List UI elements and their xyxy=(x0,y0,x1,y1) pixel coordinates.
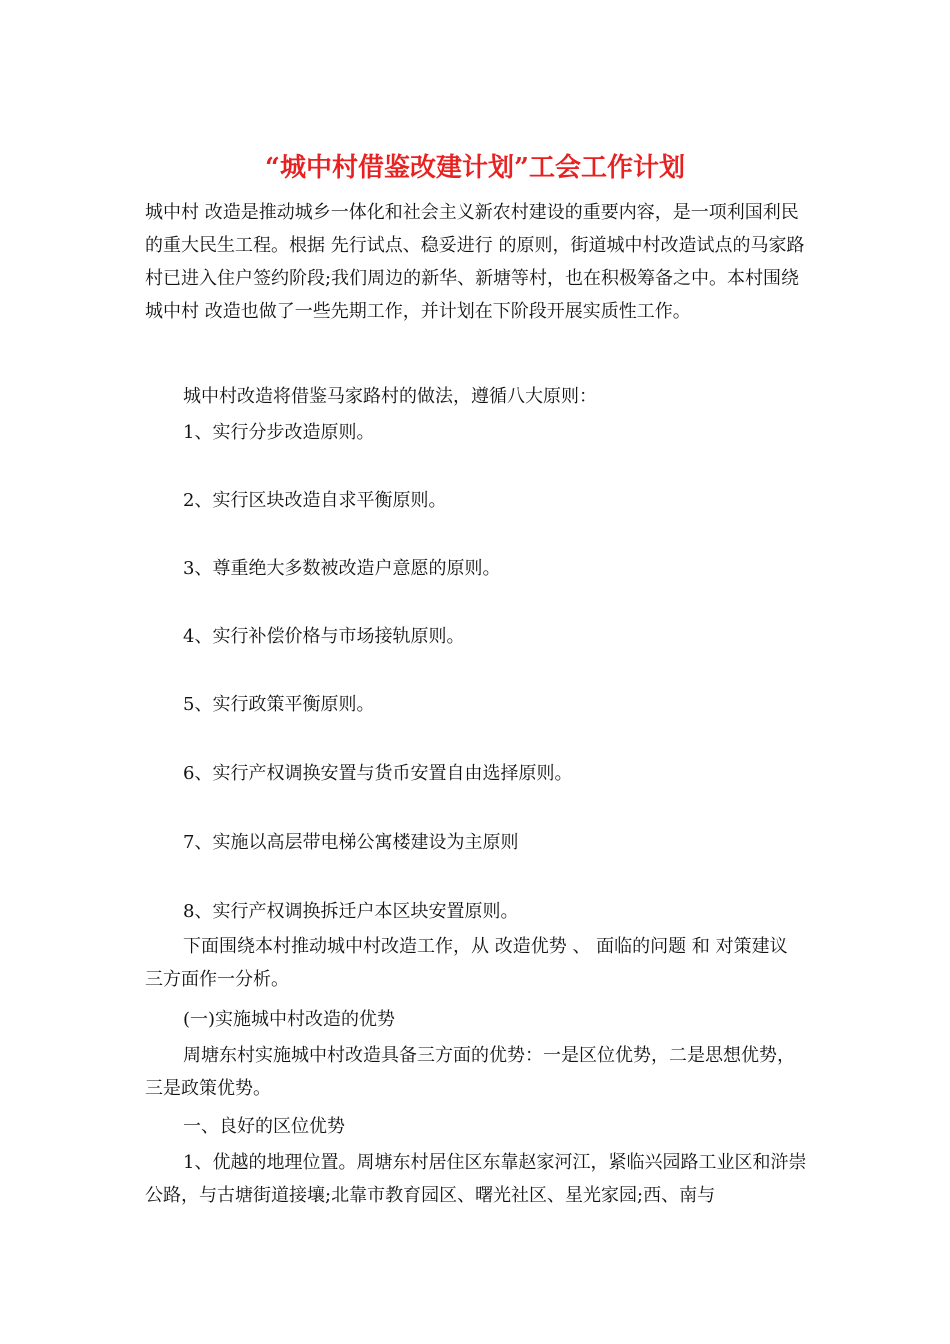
principle-3: 3、尊重绝大多数被改造户意愿的原则。 xyxy=(183,558,501,579)
document-title: “城中村借鉴改建计划”工会工作计划 xyxy=(265,153,685,183)
analysis-paragraph: 下面围绕本村推动城中村改造工作，从 改造优势 、 面临的问题 和 对策建议 三方面作一分析。 xyxy=(145,936,788,990)
subsection-heading: 一、良好的区位优势 xyxy=(183,1116,345,1137)
principle-5: 5、实行政策平衡原则。 xyxy=(183,694,375,715)
principle-6: 6、实行产权调换安置与货币安置自由选择原则。 xyxy=(183,763,573,784)
advantages-paragraph: 周塘东村实施城中村改造具备三方面的优势：一是区位优势，二是思想优势，三是政策优势。 xyxy=(145,1045,795,1099)
principles-lead: 城中村改造将借鉴马家路村的做法，遵循八大原则： xyxy=(183,386,597,407)
principle-4: 4、实行补偿价格与市场接轨原则。 xyxy=(183,626,465,647)
intro-paragraph: 城中村 改造是推动城乡一体化和社会主义新农村建设的重要内容，是一项利国利民的重大民生工程。根据 先行试点、稳妥进行 的原则，街道城中村改造试点的马家路村已进入住户签约阶段;我们周边的新华、新塘等村，也在积极筹备之中。本村围绕 城中村 改造也做了一些先期工作，并计划在下阶段开展实质性工作。 xyxy=(145,202,805,322)
principle-2: 2、实行区块改造自求平衡原则。 xyxy=(183,490,447,511)
principle-8: 8、实行产权调换拆迁户本区块安置原则。 xyxy=(183,901,519,922)
principle-1: 1、实行分步改造原则。 xyxy=(183,422,375,443)
location-paragraph: 1、优越的地理位置。周塘东村居住区东靠赵家河江，紧临兴园路工业区和浒崇公路，与古塘街道接壤;北靠市教育园区、曙光社区、星光家园;西、南与 xyxy=(145,1152,807,1206)
section-one-heading: (一)实施城中村改造的优势 xyxy=(183,1009,396,1030)
principle-7: 7、实施以高层带电梯公寓楼建设为主原则 xyxy=(183,832,519,853)
